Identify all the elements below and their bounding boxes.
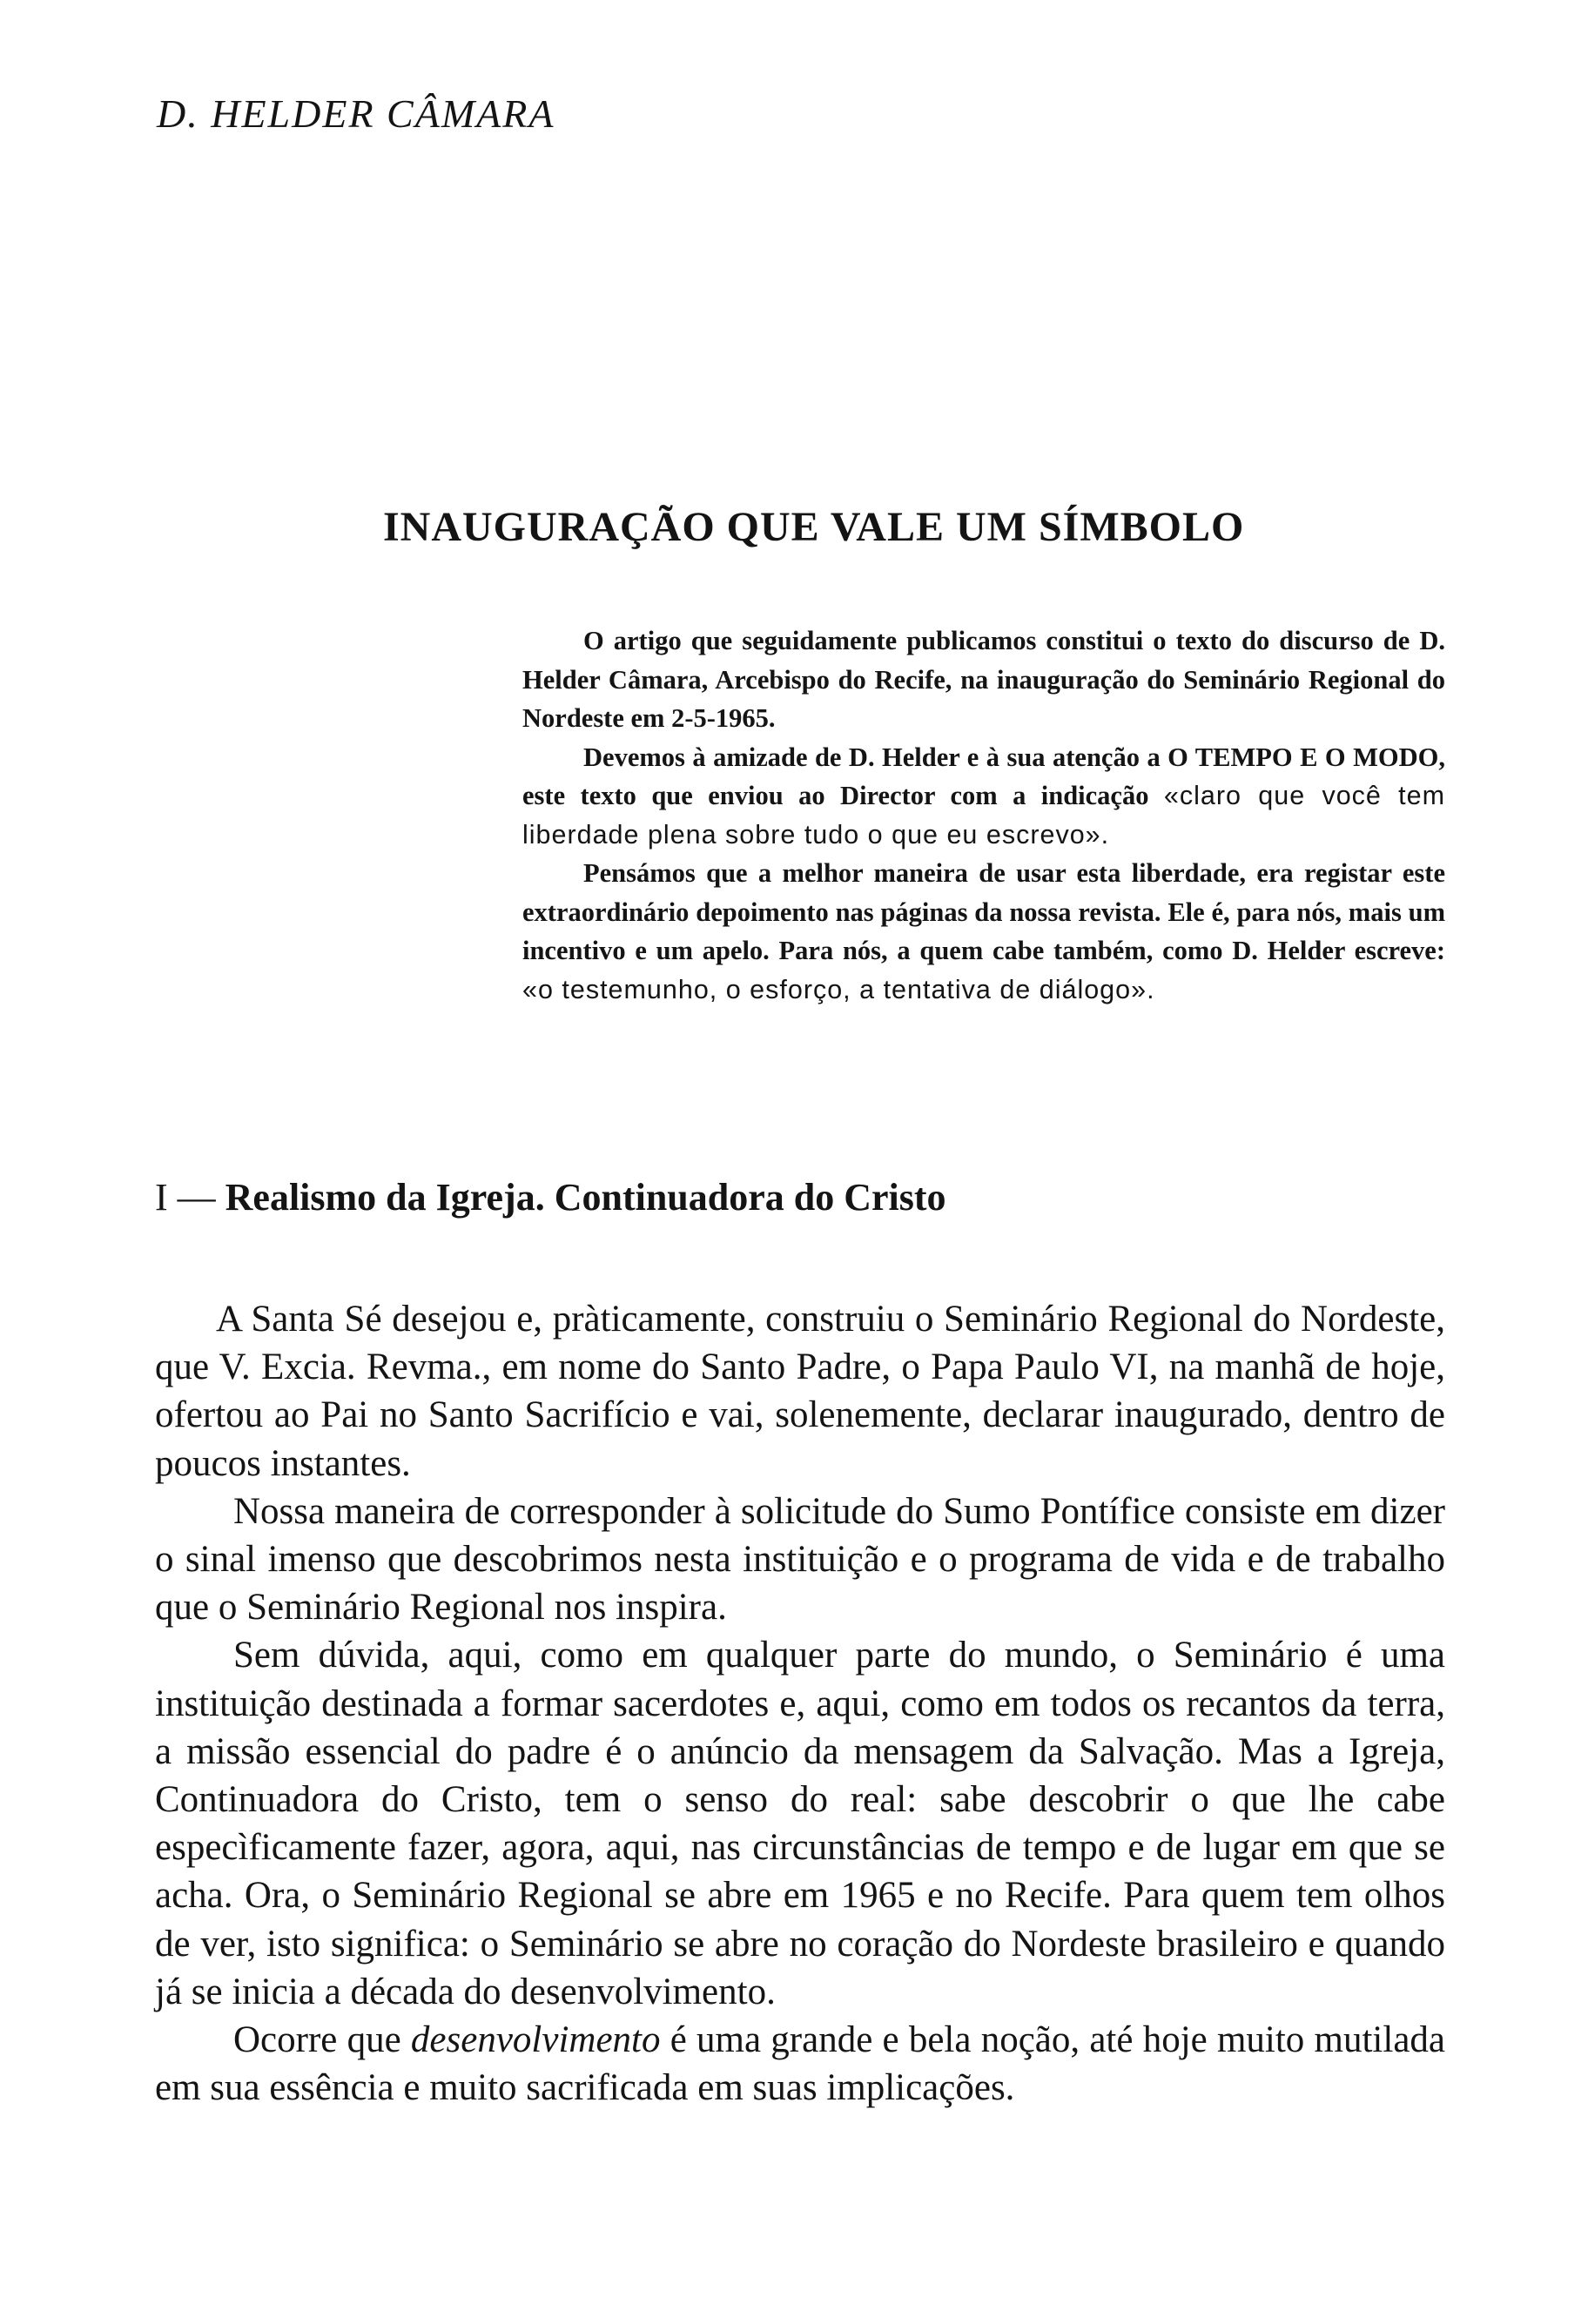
editorial-intro — [522, 621, 1445, 1009]
intro-paragraph-2-text: Devemos à amizade de D. Helder e à sua atenção a O TEMPO E O MODO, este texto que enviou ao Director com a indicação — [522, 742, 1445, 810]
emphasis-desenvolvimento: desenvolvimento — [410, 2019, 661, 2061]
section-heading — [155, 1175, 946, 1219]
intro-quote-2: «o testemunho, o esforço, a tentativa de diálogo». — [522, 974, 1155, 1004]
intro-quote-1: «claro que você tem liberdade plena sobre tudo o que eu escrevo». — [522, 781, 1446, 850]
section-heading-text: Realismo da Igreja. Continuadora do Cristo — [225, 1176, 946, 1219]
body-text — [155, 1295, 1445, 2112]
body-paragraph-4-start: Ocorre que — [233, 2019, 411, 2061]
body-paragraph-2: Nossa maneira de corresponder à solicitude do Sumo Pontífice consiste em dizer o sinal imenso que descobrimos nesta instituição e o programa de vida e de trabalho que o Seminário Regional nos inspira. — [155, 1490, 1445, 1629]
body-paragraph-4-end: é uma grande e bela noção, até hoje muito mutilada em sua essência e muito sacrificada em suas implicações. — [155, 2019, 1445, 2109]
body-paragraph-3: Sem dúvida, aqui, como em qualquer parte do mundo, o Seminário é uma instituição destinada a formar sacerdotes e, aqui, como em todos os recantos da terra, a missão essencial do padre é o anúncio da mensagem da Salvação. Mas a Igreja, Continuadora do Cristo, tem o senso do real: sabe descobrir o que lhe cabe especìficamente fazer, agora, aqui, nas circunstâncias de tempo e de lugar em que se acha. Ora, o Seminário Regional se abre em 1965 e no Recife. Para quem tem olhos de ver, isto significa: o Seminário se abre no coração do Nordeste brasileiro e quando já se inicia a década do desenvolvimento. — [155, 1635, 1445, 2012]
running-header: D. HELDER CÂMARA — [157, 91, 555, 136]
section-numeral: I — — [155, 1176, 225, 1219]
intro-paragraph-1: O artigo que seguidamente publicamos constitui o texto do discurso de D. Helder Câmara, Arcebispo do Recife, na inauguração do Seminário Regional do Nordeste em 2-5-1965. — [522, 626, 1445, 733]
intro-paragraph-3-text: Pensámos que a melhor maneira de usar esta liberdade, era registar este extraordinário depoimento nas páginas da nossa revista. Ele é, para nós, mais um incentivo e um apelo. Para nós, a quem cabe também, como D. Helder escreve: — [522, 858, 1445, 965]
body-paragraph-4 — [155, 2016, 1445, 2112]
intro-paragraph-3 — [522, 854, 1445, 1009]
intro-paragraph-2 — [522, 738, 1445, 855]
body-paragraph-1: A Santa Sé desejou e, pràticamente, construiu o Seminário Regional do Nordeste, que V. Excia. Revma., em nome do Santo Padre, o Papa Paulo VI, na manhã de hoje, ofertou ao Pai no Santo Sacrifício e vai, solenemente, declarar inaugurado, dentro de poucos instantes. — [155, 1299, 1445, 1484]
article-title: INAUGURAÇÃO QUE VALE UM SÍMBOLO — [383, 504, 1245, 550]
